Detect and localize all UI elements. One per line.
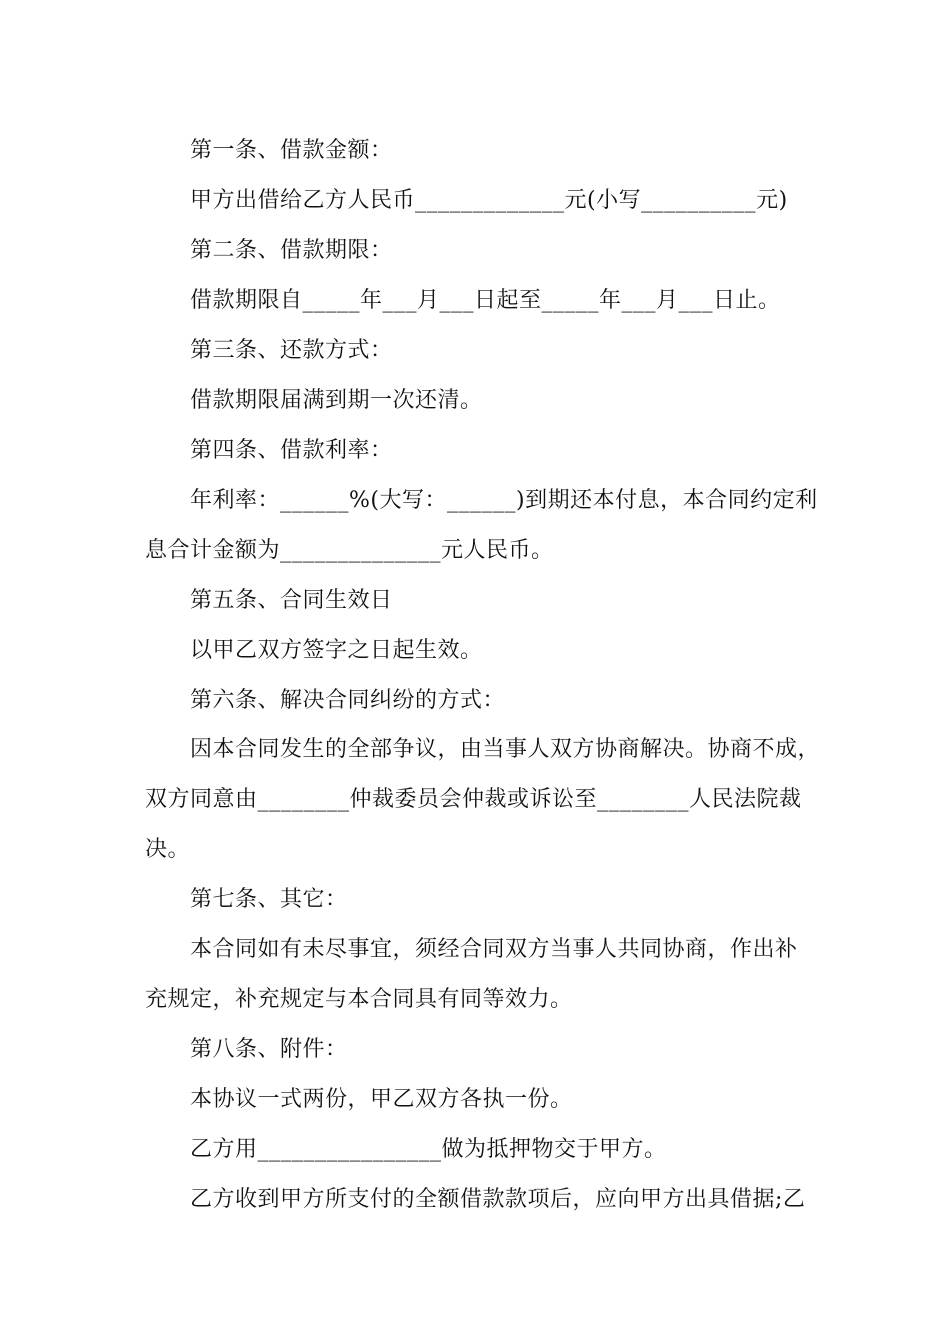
document-line: 息合计金额为______________元人民币。 xyxy=(145,538,554,563)
document-line: 第五条、合同生效日 xyxy=(190,588,393,613)
document-line: 年利率：______%(大写：______)到期还本付息，本合同约定利 xyxy=(190,488,818,513)
document-line: 甲方出借给乙方人民币_____________元(小写__________元) xyxy=(190,188,788,213)
document-line: 第三条、还款方式： xyxy=(190,338,393,363)
document-line: 本合同如有未尽事宜，须经合同双方当事人共同协商，作出补 xyxy=(190,937,798,962)
document-line: 因本合同发生的全部争议，由当事人双方协商解决。协商不成， xyxy=(190,737,821,762)
document-line: 以甲乙双方签字之日起生效。 xyxy=(190,638,483,663)
document-line: 借款期限自_____年___月___日起至_____年___月___日止。 xyxy=(190,288,781,313)
document-line: 本协议一式两份，甲乙双方各执一份。 xyxy=(190,1087,573,1112)
document-line: 双方同意由________仲裁委员会仲裁或诉讼至________人民法院裁 xyxy=(145,787,802,812)
document-line: 乙方用________________做为抵押物交于甲方。 xyxy=(190,1137,667,1162)
document-line: 第八条、附件： xyxy=(190,1037,348,1062)
document-line: 第七条、其它： xyxy=(190,887,348,912)
document-line: 第四条、借款利率： xyxy=(190,438,393,463)
document-line: 第六条、解决合同纠纷的方式： xyxy=(190,688,506,713)
document-line: 借款期限届满到期一次还清。 xyxy=(190,388,483,413)
document-line: 充规定，补充规定与本合同具有同等效力。 xyxy=(145,987,573,1012)
document-line: 决。 xyxy=(145,837,191,862)
document-line: 第二条、借款期限： xyxy=(190,238,393,263)
document-line: 乙方收到甲方所支付的全额借款款项后，应向甲方出具借据;乙 xyxy=(190,1187,806,1212)
document-line: 第一条、借款金额： xyxy=(190,138,393,163)
